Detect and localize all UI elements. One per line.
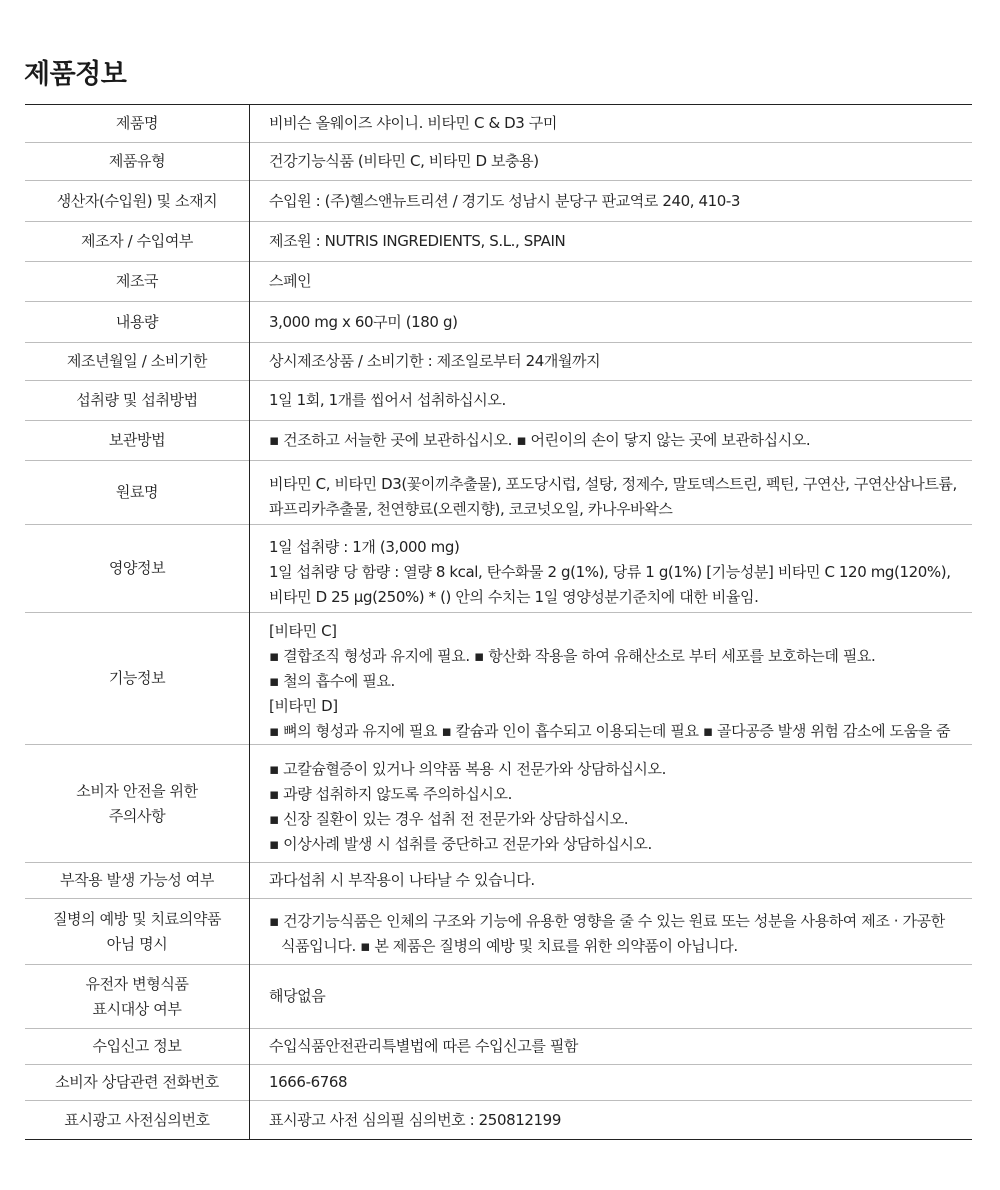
- info-row: [25, 222, 972, 262]
- value-line: 비타민 D 25 μg(250%) * () 안의 수치는 1일 영양성분기준치에 대한 비율임.: [269, 588, 759, 606]
- label-line: 섭취량 및 섭취방법: [76, 391, 198, 409]
- page-title: 제품정보: [24, 59, 127, 90]
- value-line: ▪ 건강기능식품은 인체의 구조와 기능에 유용한 영향을 줄 수 있는 원료 또는 성분을 사용하여 제조 · 가공한: [269, 912, 945, 930]
- info-row: [25, 863, 972, 899]
- label-line: 제조국: [115, 272, 159, 290]
- row-value: [250, 181, 973, 222]
- info-row: [25, 262, 972, 302]
- row-value: [250, 421, 973, 461]
- row-label: [25, 262, 250, 302]
- info-row: [25, 302, 972, 343]
- row-label: [25, 105, 250, 143]
- label-line: 표시광고 사전심의번호: [64, 1110, 210, 1129]
- value-line: ▪ 철의 흡수에 필요.: [269, 672, 395, 690]
- row-value: [250, 613, 973, 745]
- value-line: 수입식품안전관리특별법에 따른 수입신고를 필함: [269, 1037, 578, 1055]
- row-value: [250, 105, 973, 143]
- value-line: 표시광고 사전 심의필 심의번호 : 250812199: [269, 1110, 561, 1129]
- value-line: 1666-6768: [269, 1073, 348, 1091]
- info-row: [25, 421, 972, 461]
- row-label: [25, 381, 250, 421]
- row-value: [250, 1101, 973, 1140]
- info-row: [25, 1029, 972, 1065]
- info-row: [25, 525, 972, 613]
- row-label: [25, 461, 250, 525]
- row-value: [250, 222, 973, 262]
- label-line: 소비자 상담관련 전화번호: [55, 1073, 219, 1091]
- row-label: [25, 343, 250, 381]
- label-line: 주의사항: [108, 806, 166, 825]
- info-row: [25, 1065, 972, 1101]
- label-line: 생산자(수입원) 및 소재지: [56, 191, 218, 210]
- row-label: [25, 1065, 250, 1101]
- value-line: 1일 1회, 1개를 씹어서 섭취하십시오.: [269, 391, 506, 409]
- label-line: 제품명: [115, 114, 159, 132]
- value-line: 상시제조상품 / 소비기한 : 제조일로부터 24개월까지: [269, 352, 601, 370]
- row-value: [250, 1065, 973, 1101]
- row-label: [25, 1029, 250, 1065]
- label-line: 제조자 / 수입여부: [80, 232, 194, 250]
- label-line: 제조년월일 / 소비기한: [66, 352, 208, 370]
- row-value: [250, 965, 973, 1029]
- row-value: [250, 745, 973, 863]
- label-line: 표시대상 여부: [92, 999, 182, 1018]
- value-line: 과다섭취 시 부작용이 나타날 수 있습니다.: [269, 871, 535, 889]
- info-row: [25, 965, 972, 1029]
- row-label: [25, 302, 250, 343]
- value-line: 1일 섭취량 : 1개 (3,000 mg): [269, 538, 460, 556]
- label-line: 유전자 변형식품: [85, 974, 189, 993]
- label-line: 수입신고 정보: [92, 1037, 182, 1055]
- row-label: [25, 613, 250, 745]
- row-value: [250, 302, 973, 343]
- value-line: 스페인: [269, 272, 312, 290]
- label-line: 제품유형: [108, 152, 166, 170]
- value-line: [비타민 D]: [269, 697, 338, 715]
- info-row: [25, 181, 972, 222]
- row-value: [250, 863, 973, 899]
- label-line: 기능정보: [108, 669, 166, 687]
- value-line: 1일 섭취량 당 함량 : 열량 8 kcal, 탄수화물 2 g(1%), 당류 1 g(1%) [기능성분] 비타민 C 120 mg(120%),: [269, 563, 951, 581]
- info-row: [25, 745, 972, 863]
- value-line: 제조원 : NUTRIS INGREDIENTS, S.L., SPAIN: [269, 232, 566, 250]
- value-line: [비타민 C]: [269, 622, 337, 640]
- info-row: [25, 343, 972, 381]
- value-line: ▪ 고칼슘혈증이 있거나 의약품 복용 시 전문가와 상담하십시오.: [269, 760, 666, 778]
- value-line: ▪ 이상사례 발생 시 섭취를 중단하고 전문가와 상담하십시오.: [269, 835, 652, 853]
- value-line: 비타민 C, 비타민 D3(꽃이끼추출물), 포도당시럽, 설탕, 정제수, 말토덱스트린, 펙틴, 구연산, 구연산삼나트륨,: [269, 474, 957, 493]
- value-line: 파프리카추출물, 천연향료(오렌지향), 코코넛오일, 카나우바왁스: [269, 499, 673, 518]
- row-label: [25, 143, 250, 181]
- info-row: [25, 1101, 972, 1140]
- value-line: ▪ 과량 섭취하지 않도록 주의하십시오.: [269, 785, 512, 803]
- row-label: [25, 965, 250, 1029]
- row-value: [250, 381, 973, 421]
- product-info-table: [25, 104, 972, 1140]
- label-line: 아님 명시: [106, 934, 168, 953]
- info-row: [25, 143, 972, 181]
- label-line: 보관방법: [108, 431, 166, 449]
- label-line: 원료명: [115, 483, 159, 501]
- label-line: 소비자 안전을 위한: [76, 781, 198, 800]
- value-line: 해당없음: [269, 987, 326, 1005]
- label-line: 영양정보: [108, 559, 166, 577]
- value-line: ▪ 결합조직 형성과 유지에 필요. ▪ 항산화 작용을 하여 유해산소로 부터 세포를 보호하는데 필요.: [269, 647, 876, 665]
- row-label: [25, 1101, 250, 1140]
- row-value: [250, 1029, 973, 1065]
- row-label: [25, 899, 250, 965]
- value-line: ▪ 뼈의 형성과 유지에 필요 ▪ 칼슘과 인이 흡수되고 이용되는데 필요 ▪ 골다공증 발생 위험 감소에 도움을 줌: [269, 722, 951, 740]
- row-label: [25, 181, 250, 222]
- value-line: 수입원 : (주)헬스앤뉴트리션 / 경기도 성남시 분당구 판교역로 240, 410-3: [269, 191, 741, 210]
- row-value: [250, 525, 973, 613]
- row-value: [250, 143, 973, 181]
- row-value: [250, 899, 973, 965]
- row-label: [25, 525, 250, 613]
- row-label: [25, 745, 250, 863]
- value-line: 건강기능식품 (비타민 C, 비타민 D 보충용): [269, 152, 539, 170]
- row-label: [25, 421, 250, 461]
- info-row: [25, 381, 972, 421]
- row-label: [25, 222, 250, 262]
- label-line: 부작용 발생 가능성 여부: [59, 871, 214, 889]
- info-row: [25, 899, 972, 965]
- value-line: ▪ 건조하고 서늘한 곳에 보관하십시오. ▪ 어린이의 손이 닿지 않는 곳에 보관하십시오.: [269, 431, 811, 449]
- label-line: 질병의 예방 및 치료의약품: [52, 909, 222, 928]
- row-label: [25, 863, 250, 899]
- row-value: [250, 461, 973, 525]
- info-row: [25, 613, 972, 745]
- row-value: [250, 262, 973, 302]
- value-line: 식품입니다. ▪ 본 제품은 질병의 예방 및 치료를 위한 의약품이 아닙니다.: [281, 937, 738, 955]
- info-row: [25, 105, 972, 143]
- row-value: [250, 343, 973, 381]
- value-line: 3,000 mg x 60구미 (180 g): [269, 312, 458, 331]
- info-row: [25, 461, 972, 525]
- value-line: ▪ 신장 질환이 있는 경우 섭취 전 전문가와 상담하십시오.: [269, 810, 629, 828]
- value-line: 비비슨 올웨이즈 샤이니. 비타민 C & D3 구미: [269, 114, 557, 132]
- label-line: 내용량: [115, 312, 159, 331]
